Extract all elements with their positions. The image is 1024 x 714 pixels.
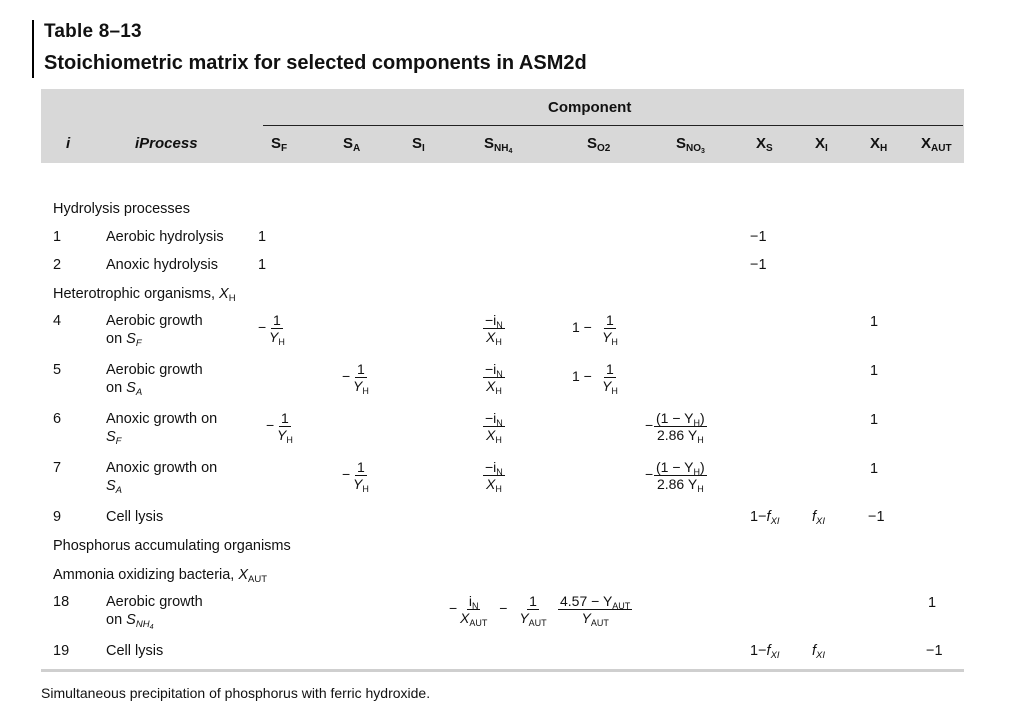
table-bottom-rule [41,669,964,672]
row-7-snh4-fraction: $\frac{-i_N}{X_H}$ [485,459,503,494]
row-7-sno3-fraction: − $\frac{(1 - Y_H)}{2.86 Y_H}$ [645,459,705,494]
row-5-snh4-fraction: $\frac{-i_N}{X_H}$ [485,361,503,396]
row-9-xi: $f_{XI}$ [812,509,826,527]
column-header-i: i [66,135,71,152]
column-header-si: $S_I$ [412,135,425,154]
row-9-xs: $1-f_{XI}$ [750,509,780,527]
section-heterotrophic: Heterotrophic organisms, $X_H$ [53,286,236,304]
row-6-sno3-fraction: − $\frac{(1 - Y_H)}{2.86 Y_H}$ [645,410,705,445]
row-18-xaut: 1 [928,595,937,611]
row-6-process: Anoxic growth on $S_F$ [106,411,218,447]
row-5-index: 5 [53,362,62,378]
row-2-xs: −1 [750,257,767,273]
row-18-snh4-fraction: − $\frac{i_N}{X_{AUT}}$ − $\frac{1}{Y_{AUT}}$ [449,593,547,628]
table-title: Stoichiometric matrix for selected components in ASM2d [44,52,587,74]
section-pao: Phosphorus accumulating organisms [53,538,291,554]
row-18-so2-fraction: $\frac{4.57 - Y_{AUT}}{Y_{AUT}}$ [560,593,631,628]
row-1-index: 1 [53,229,62,245]
table-label: Table 8–13 [44,21,142,42]
column-header-process: iProcess [135,135,198,152]
row-9-process: Cell lysis [106,509,164,525]
row-19-xaut: −1 [926,643,943,659]
column-header-sf: $S_F$ [271,135,288,154]
row-19-xs: $1-f_{XI}$ [750,643,780,661]
row-4-index: 4 [53,313,62,329]
row-9-index: 9 [53,509,62,525]
row-1-sf: 1 [258,229,267,245]
table-footnote: Simultaneous precipitation of phosphorus with ferric hydroxide. [41,685,431,701]
row-7-index: 7 [53,460,62,476]
row-4-sf-fraction: − $\frac{1}{Y_H}$ [258,312,285,347]
row-7-xh: 1 [870,461,879,477]
row-6-snh4-fraction: $\frac{-i_N}{X_H}$ [485,410,503,445]
row-5-so2-fraction: 1 − $\frac{1}{Y_H}$ [572,361,618,396]
row-2-index: 2 [53,257,62,273]
component-header-rule [263,125,963,126]
row-5-xh: 1 [870,363,879,379]
column-header-xh: $X_H$ [870,135,888,154]
component-group-header: Component [548,99,632,116]
column-header-sno3: $S_{NO_3}$ [676,135,705,155]
row-4-snh4-fraction: $\frac{-i_N}{X_H}$ [485,312,503,347]
column-header-xaut: $X_{AUT}$ [921,135,952,154]
row-1-process: Aerobic hydrolysis [106,229,224,245]
column-header-snh4: $S_{NH_4}$ [484,135,513,155]
row-2-sf: 1 [258,257,267,273]
row-5-sa-fraction: − $\frac{1}{Y_H}$ [342,361,369,396]
row-18-process: Aerobic growth on $S_{NH_4}$ [106,594,203,631]
row-4-so2-fraction: 1 − $\frac{1}{Y_H}$ [572,312,618,347]
table-caption [32,20,587,78]
row-6-sf-fraction: − $\frac{1}{Y_H}$ [266,410,293,445]
row-6-index: 6 [53,411,62,427]
section-aob: Ammonia oxidizing bacteria, $X_{AUT}$ [53,567,268,585]
column-header-xi: $X_I$ [815,135,828,154]
row-7-process: Anoxic growth on $S_A$ [106,460,218,496]
section-hydrolysis: Hydrolysis processes [53,201,190,217]
row-18-index: 18 [53,594,70,610]
column-header-sa: $S_A$ [343,135,361,154]
row-2-process: Anoxic hydrolysis [106,257,219,273]
row-4-process: Aerobic growth on $S_F$ [106,313,203,349]
row-19-process: Cell lysis [106,643,164,659]
row-19-index: 19 [53,643,70,659]
row-7-sa-fraction: − $\frac{1}{Y_H}$ [342,459,369,494]
row-6-xh: 1 [870,412,879,428]
column-header-so2: $S_{O2}$ [587,135,611,154]
row-4-xh: 1 [870,314,879,330]
row-5-process: Aerobic growth on $S_A$ [106,362,203,398]
column-header-xs: $X_S$ [756,135,773,154]
row-19-xi: $f_{XI}$ [812,643,826,661]
row-1-xs: −1 [750,229,767,245]
row-9-xh: −1 [868,509,885,525]
